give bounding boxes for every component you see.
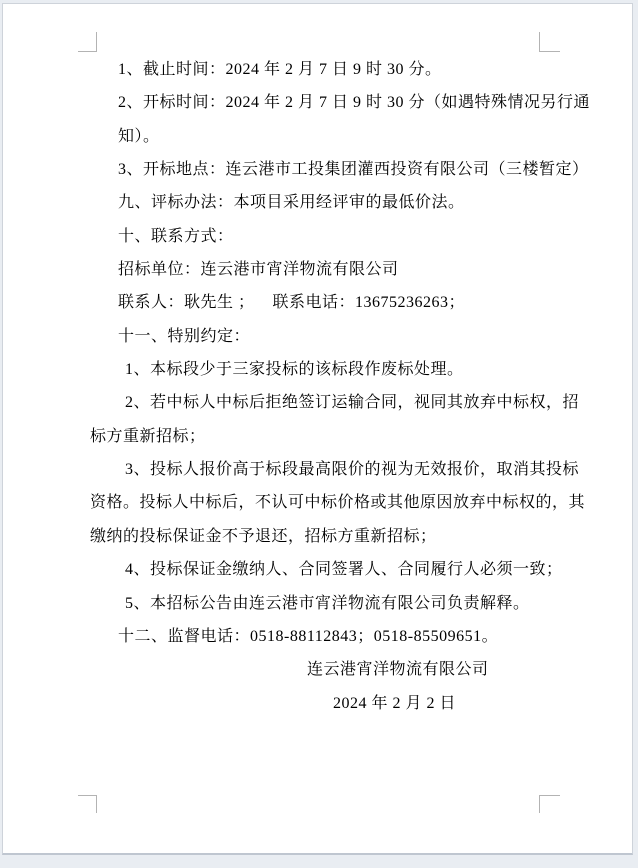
text-line: 联系人：耿先生 ； 联系电话：13675236263； <box>118 294 466 312</box>
document-body <box>0 53 638 720</box>
text-line: 知）。 <box>118 127 160 145</box>
text-line: 十一、特别约定： <box>118 327 251 345</box>
text-line: 缴纳的投标保证金不予退还，招标方重新招标； <box>90 527 437 545</box>
text-line: 十二、监督电话：0518-88112843；0518-85509651。 <box>118 627 499 645</box>
text-line: 1、本标段少于三家投标的该标段作废标处理。 <box>125 361 464 379</box>
text-line: 5、本招标公告由连云港市宵洋物流有限公司负责解释。 <box>125 594 530 612</box>
text-line: 2024 年 2 月 2 日 <box>333 694 457 712</box>
text-line: 3、开标地点：连云港市工投集团灌西投资有限公司（三楼暂定） <box>118 161 589 179</box>
text-line: 3、投标人报价高于标段最高限价的视为无效报价，取消其投标 <box>125 461 580 479</box>
text-line: 4、投标保证金缴纳人、合同签署人、合同履行人必须一致； <box>125 561 563 579</box>
text-line: 九、评标办法：本项目采用经评审的最低价法。 <box>118 194 465 212</box>
margin-crop-mark-bottom-left <box>78 795 97 813</box>
text-line: 资格。投标人中标后，不认可中标价格或其他原因放弃中标权的，其 <box>90 494 586 512</box>
text-line: 招标单位：连云港市宵洋物流有限公司 <box>118 261 399 279</box>
text-line: 2、开标时间：2024 年 2 月 7 日 9 时 30 分（如遇特殊情况另行通 <box>118 94 591 112</box>
text-line: 标方重新招标； <box>90 427 206 445</box>
text-line: 1、截止时间：2024 年 2 月 7 日 9 时 30 分。 <box>118 61 442 78</box>
text-line: 连云港宵洋物流有限公司 <box>307 661 489 679</box>
margin-crop-mark-top-right <box>539 32 560 52</box>
margin-crop-mark-top-left <box>78 32 97 52</box>
text-line: 2、若中标人中标后拒绝签订运输合同，视同其放弃中标权，招 <box>125 394 580 412</box>
text-line: 十、联系方式： <box>118 227 234 245</box>
margin-crop-mark-bottom-right <box>539 795 560 813</box>
